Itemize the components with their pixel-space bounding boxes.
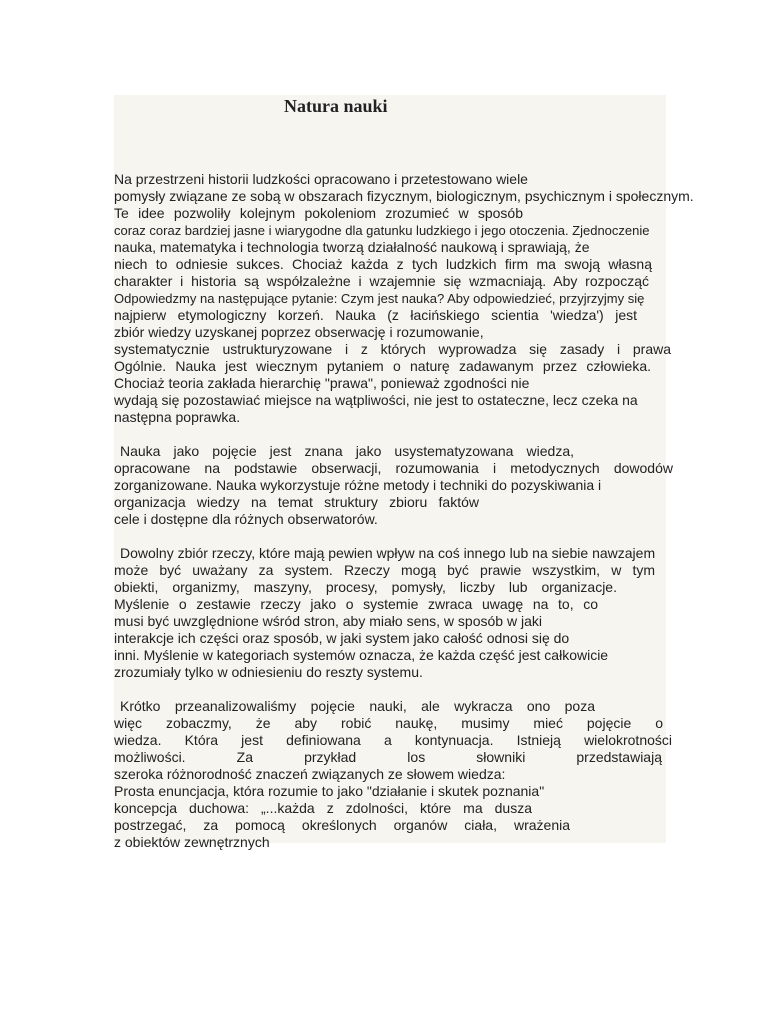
text-line: więc zobaczmy, że aby robić naukę, musimy mieć pojęcie o — [114, 715, 663, 731]
text-line: inni. Myślenie w kategoriach systemów oznacza, że każda część jest całkowicie — [114, 647, 609, 663]
text-line: Te idee pozwoliły kolejnym pokoleniom zrozumieć w sposób — [114, 205, 523, 221]
text-line: Myślenie o zestawie rzeczy jako o systemie zwraca uwagę na to, co — [114, 596, 598, 612]
text-line: Chociaż teoria zakłada hierarchię "prawa", ponieważ zgodności nie — [114, 375, 530, 391]
text-line: zrozumiały tylko w odniesieniu do reszty systemu. — [114, 664, 423, 680]
text-line: nauka, matematyka i technologia tworzą działalność naukową i sprawiają, że — [114, 239, 590, 255]
text-line: z obiektów zewnętrznych — [114, 834, 270, 850]
text-line: zorganizowane. Nauka wykorzystuje różne metody i techniki do pozyskiwania i — [114, 477, 602, 493]
text-line: może być uważany za system. Rzeczy mogą być prawie wszystkim, w tym — [114, 562, 655, 578]
text-line: zbiór wiedzy uzyskanej poprzez obserwację i rozumowanie, — [114, 324, 484, 340]
text-line: musi być uwzględnione wśród stron, aby miało sens, w sposób w jaki — [114, 613, 542, 629]
text-line: pomysły związane ze sobą w obszarach fizycznym, biologicznym, psychicznym i społecznym. — [114, 188, 694, 204]
text-line: organizacja wiedzy na temat struktury zbioru faktów — [114, 494, 479, 510]
text-line: Krótko przeanalizowaliśmy pojęcie nauki, ale wykracza ono poza — [120, 698, 595, 714]
document-title: Natura nauki — [284, 96, 388, 116]
text-line: Dowolny zbiór rzeczy, które mają pewien wpływ na coś innego lub na siebie nawzajem — [120, 545, 656, 561]
text-line: następna poprawka. — [114, 409, 241, 425]
text-line: interakcje ich części oraz sposób, w jaki system jako całość odnosi się do — [114, 630, 570, 646]
text-line: charakter i historia są współzależne i wzajemnie się wzmacniają. Aby rozpocząć — [114, 273, 649, 289]
text-line: opracowane na podstawie obserwacji, rozumowania i metodycznych dowodów — [114, 460, 673, 476]
text-line: obiekti, organizmy, maszyny, procesy, pomysły, liczby lub organizacje. — [114, 579, 617, 595]
text-line: postrzegać, za pomocą określonych organów ciała, wrażenia — [114, 817, 570, 833]
text-line: szeroka różnorodność znaczeń związanych ze słowem wiedza: — [114, 766, 506, 782]
text-line: niech to odniesie sukces. Chociaż każda z tych ludzkich firm ma swoją własną — [114, 256, 652, 272]
text-line: wiedza. Która jest definiowana a kontynuacja. Istnieją wielokrotności — [114, 732, 672, 748]
text-line: możliwości. Za przykład los słowniki przedstawiają — [114, 749, 662, 765]
text-line: Prosta enuncjacja, która rozumie to jako "działanie i skutek poznania" — [114, 783, 545, 799]
text-line: najpierw etymologiczny korzeń. Nauka (z łacińskiego scientia 'wiedza') jest — [114, 307, 637, 323]
text-line: Nauka jako pojęcie jest znana jako usystematyzowana wiedza, — [120, 443, 574, 459]
text-line: coraz coraz bardziej jasne i wiarygodne dla gatunku ludzkiego i jego otoczenia. Zjednoczenie — [114, 223, 650, 238]
text-line: wydają się pozostawiać miejsce na wątpliwości, nie jest to ostateczne, lecz czeka na — [114, 392, 638, 408]
text-line: Odpowiedzmy na następujące pytanie: Czym jest nauka? Aby odpowiedzieć, przyjrzyjmy się — [114, 291, 645, 306]
text-line: systematycznie ustrukturyzowane i z których wyprowadza się zasady i prawa — [114, 341, 671, 357]
text-line: cele i dostępne dla różnych obserwatorów. — [114, 511, 378, 527]
text-line: Ogólnie. Nauka jest wiecznym pytaniem o naturę zadawanym przez człowieka. — [114, 358, 651, 374]
text-line: koncepcja duchowa: „...każda z zdolności, które ma dusza — [114, 800, 532, 816]
text-line: Na przestrzeni historii ludzkości opracowano i przetestowano wiele — [114, 171, 528, 187]
